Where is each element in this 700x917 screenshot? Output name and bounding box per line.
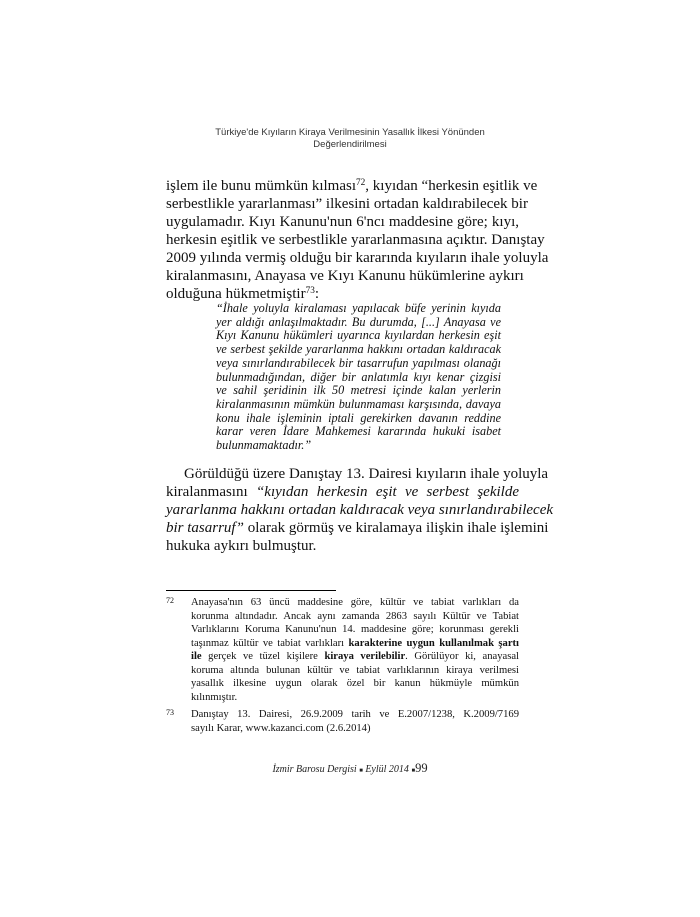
text-line <box>216 371 501 385</box>
text-segment: serbestlikle yararlanması” ilkesini ortadan kaldırabilecek bir <box>166 196 528 212</box>
footnote-72 <box>166 596 519 704</box>
footnote-reference: 72 <box>356 177 366 188</box>
text-line <box>166 483 519 501</box>
text-line <box>216 425 501 439</box>
text-segment: : <box>314 286 320 302</box>
text-line <box>191 708 519 722</box>
text-segment: koruma altında bulunan kültür ve tabiat varlıklarının kiraya verilmesi <box>191 664 519 676</box>
text-line <box>166 177 538 195</box>
text-segment: karakterine uygun kullanılmak şartı <box>348 637 519 649</box>
text-line <box>191 623 519 637</box>
text-line <box>166 537 519 555</box>
text-segment: ve sahil şeridinin ilk 50 metresi içinde kalan yerlerin <box>216 383 501 398</box>
text-line <box>166 249 549 267</box>
text-segment: konu ihale işleminin iptali gerekirken davanın reddine <box>216 410 501 425</box>
text-segment: bulunmadığından, diğer bir anlatımla kıyı kenar çizgisi <box>216 369 501 384</box>
issue-date: Eylül 2014 <box>365 764 409 775</box>
text-segment: kılınmıştır. <box>191 691 238 703</box>
text-line <box>216 343 501 357</box>
text-segment: kiralanmasının mümkün bulunmaması karşısında, davaya <box>216 396 501 411</box>
text-segment: ve serbest şekilde yararlanma hakkını ortadan kaldıracak <box>216 342 501 357</box>
separator-icon: ■ <box>411 768 416 774</box>
text-line <box>166 519 549 537</box>
separator-icon: ■ <box>359 768 363 774</box>
text-line <box>166 501 554 519</box>
text-segment: Kıyı Kanunu hükümleri uyarınca kıyılardan herkesin eşit <box>216 328 501 343</box>
text-segment: , kıyıdan “herkesin eşitlik ve <box>365 178 538 194</box>
text-segment: uygulamadır. Kıyı Kanunu'nun 6'ncı maddesine göre; kıyı, <box>166 214 519 230</box>
text-line <box>216 412 501 426</box>
text-line <box>216 329 501 343</box>
text-line <box>216 439 501 453</box>
text-line <box>216 398 501 412</box>
page-footer <box>160 761 540 776</box>
text-segment: yer aldığı anlaşılmaktadır. Bu durumda, [...] Anayasa ve <box>216 314 501 329</box>
text-segment: taşınmaz kültür ve tabiat varlıkları <box>191 637 349 649</box>
text-segment: olduğuna hükmetmiştir <box>166 286 306 302</box>
text-line <box>166 267 524 285</box>
text-segment: yararlanma hakkını ortadan kaldıracak veya sınırlandırabilecek <box>166 502 554 518</box>
text-segment: olarak görmüş ve kiralamaya ilişkin ihale işlemini <box>243 520 549 536</box>
text-line <box>166 465 549 483</box>
text-segment: işlem ile bunu mümkün kılması <box>166 178 356 194</box>
text-line <box>191 610 519 624</box>
block-quote <box>216 302 501 453</box>
footnote-number: 72 <box>166 596 174 605</box>
text-segment: 2009 yılında vermiş olduğu bir kararında kıyıların ihale yoluyla <box>166 250 549 266</box>
footnote-reference: 73 <box>305 285 315 296</box>
text-segment: kiralanmasını, Anayasa ve Kıyı Kanunu hükümlerine aykırı <box>166 268 524 284</box>
text-segment: “kıyıdan herkesin eşit ve serbest şekilde <box>255 484 519 500</box>
text-segment: sayılı Karar, www.kazanci.com (2.6.2014) <box>191 722 371 734</box>
text-line <box>216 316 501 330</box>
text-line <box>191 637 519 651</box>
text-line <box>191 691 519 705</box>
body-paragraph-1 <box>166 177 549 303</box>
footnote-73 <box>166 708 519 735</box>
journal-name: İzmir Barosu Dergisi <box>272 764 357 775</box>
footnote-separator <box>166 590 336 591</box>
text-segment: herkesin eşitlik ve serbestlikle yararlanmasına açıktır. Danıştay <box>166 232 545 248</box>
text-line <box>191 677 519 691</box>
text-line <box>166 231 545 249</box>
header-title-line1: Türkiye'de Kıyıların Kiraya Verilmesinin Yasallık İlkesi Yönünden <box>215 127 485 138</box>
text-segment: karar veren İdare Mahkemesi kararında hukuki isabet <box>216 424 501 439</box>
footnote-text <box>191 708 519 735</box>
text-line <box>191 596 519 610</box>
text-segment: yasallık ilkesine uygun olarak özel bir kanun hükmüyle mümkün <box>191 678 519 689</box>
text-line <box>216 302 501 316</box>
text-segment: gerçek ve tüzel kişilere <box>201 651 325 662</box>
text-line <box>166 213 519 231</box>
footnote-number: 73 <box>166 708 174 717</box>
text-segment: Danıştay 13. Dairesi, 26.9.2009 tarih ve E.2007/1238, K.2009/7169 <box>191 709 519 720</box>
header-title-line2: Değerlendirilmesi <box>313 139 387 150</box>
text-segment: kiralanmasını <box>166 484 256 500</box>
text-segment: “İhale yoluyla kiralaması yapılacak büfe yerinin kıyıda <box>216 301 501 315</box>
text-segment: hukuka aykırı bulmuştur. <box>166 538 317 554</box>
text-segment: Varlıklarını Koruma Kanunu'nun 14. maddesine göre; korunması gerekli <box>191 624 519 635</box>
text-line <box>191 722 519 736</box>
text-segment: ile <box>191 651 202 662</box>
running-header <box>160 127 540 151</box>
text-segment: Anayasa'nın 63 üncü maddesine göre, kültür ve tabiat varlıkları da <box>191 597 519 608</box>
text-line <box>191 664 519 678</box>
text-segment: . Görülüyor ki, anayasal <box>405 651 519 662</box>
footnote-text <box>191 596 519 704</box>
body-paragraph-2 <box>166 465 554 555</box>
text-line <box>216 357 501 371</box>
text-segment: veya sınırlandırabilecek bir tasarrufun yapılması olanağı <box>216 355 501 370</box>
text-segment: bir tasarruf” <box>166 520 244 536</box>
page-number: 99 <box>415 761 428 775</box>
text-segment: bulunmamaktadır.” <box>216 438 312 453</box>
text-segment: korunma altındadır. Ancak aynı zamanda 2863 sayılı Kültür ve Tabiat <box>191 610 519 622</box>
text-segment: kiraya verilebilir <box>324 651 406 662</box>
text-line <box>216 384 501 398</box>
text-segment: Görüldüğü üzere Danıştay 13. Dairesi kıyıların ihale yoluyla <box>184 466 549 482</box>
text-line <box>166 195 528 213</box>
text-line <box>191 650 519 664</box>
